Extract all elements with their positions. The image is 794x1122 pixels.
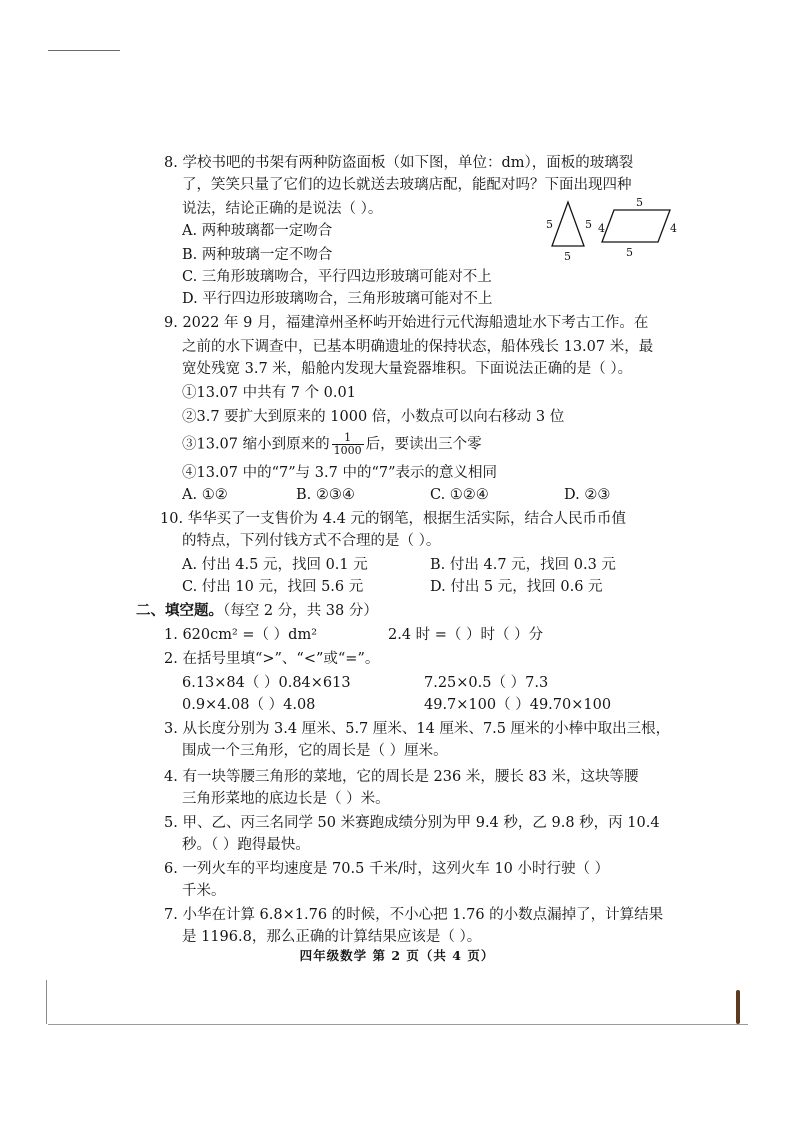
q8-line-3: 说法，结论正确的是说法（ ）。 [182, 201, 383, 217]
triangle-shape [552, 202, 584, 246]
q9-option-c: C. ①②④ [430, 487, 489, 503]
section-2-note: （每空 2 分，共 38 分） [223, 603, 378, 619]
q9-line-2: 之前的水下调查中，已基本明确遗址的保持状态，船体残长 13.07 米，最 [182, 339, 654, 355]
fraction-1-1000 [332, 432, 364, 457]
q8-option-d: D. 平行四边形玻璃吻合，三角形玻璃可能对不上 [182, 291, 493, 307]
q9-statement-3-post: 后，要读出三个零 [365, 436, 482, 453]
fill-4-line-2: 三角形菜地的底边长是（ ）米。 [182, 791, 390, 807]
q8-line-2: 了，笑笑只量了它们的边长就送去玻璃店配，能配对吗？下面出现四种 [182, 177, 632, 193]
parallelogram-left-label: 4 [598, 222, 605, 235]
triangle-right-label: 5 [585, 218, 592, 231]
q8-option-c: C. 三角形玻璃吻合，平行四边形玻璃可能对不上 [182, 269, 492, 285]
fill-6-line-1: 6. 一列火车的平均速度是 70.5 千米/时，这列火车 10 小时行驶（ ） [164, 861, 610, 877]
page-footer: 四年级数学 第 2 页（共 4 页） [299, 948, 495, 963]
q8-figure [540, 196, 690, 266]
q9-statement-3-pre: ③13.07 缩小到原来的 [182, 436, 330, 453]
q9-option-b: B. ②③④ [296, 487, 355, 503]
q10-option-c: C. 付出 10 元，找回 5.6 元 [182, 579, 364, 595]
q8-option-a: A. 两种玻璃都一定吻合 [182, 223, 333, 239]
fill-6-line-2: 千米。 [182, 883, 226, 899]
fill-2-title: 2. 在括号里填“>”、“<”或“=”。 [164, 651, 380, 667]
fill-2-row2a: 0.9×4.08（ ）4.08 [182, 697, 316, 713]
q9-option-a: A. ①② [182, 487, 228, 503]
parallelogram-bottom-label: 5 [626, 246, 633, 259]
fill-7-line-2: 是 1196.8，那么正确的计算结果应该是（ ）。 [182, 929, 482, 945]
q10-line-1: 10. 华华买了一支售价为 4.4 元的钢笔，根据生活实际，结合人民币币值 [160, 511, 626, 527]
q9-statement-2: ②3.7 要扩大到原来的 1000 倍，小数点可以向右移动 3 位 [182, 409, 565, 425]
fill-5-line-1: 5. 甲、乙、丙三名同学 50 米赛跑成绩分别为甲 9.4 秒，乙 9.8 秒，丙 10.4 [164, 815, 660, 831]
fill-4-line-1: 4. 有一块等腰三角形的菜地，它的周长是 236 米，腰长 83 米，这块等腰 [164, 769, 639, 785]
triangle-left-label: 5 [546, 218, 553, 231]
q10-line-2: 的特点，下列付钱方式不合理的是（ ）。 [182, 533, 441, 549]
q9-line-3: 宽处残宽 3.7 米，船舱内发现大量瓷器堆积。下面说法正确的是（ ）。 [182, 361, 633, 377]
parallelogram-right-label: 4 [670, 222, 677, 235]
fill-3-line-1: 3. 从长度分别为 3.4 厘米、5.7 厘米、14 厘米、7.5 厘米的小棒中取出三根， [164, 721, 671, 737]
q10-option-a: A. 付出 4.5 元，找回 0.1 元 [182, 557, 368, 573]
section-2-title: 二、填空题。 [136, 602, 223, 619]
fill-2-row1a: 6.13×84（ ）0.84×613 [182, 675, 351, 691]
fill-5-line-2: 秒。（ ）跑得最快。 [182, 837, 310, 853]
q9-statement-1: ①13.07 中共有 7 个 0.01 [182, 385, 356, 401]
fill-1a: 1. 620cm² =（ ）dm² [164, 627, 318, 643]
q8-line-1: 8. 学校书吧的书架有两种防盗面板（如下图，单位：dm），面板的玻璃裂 [164, 155, 634, 171]
fill-1b: 2.4 时 =（ ）时（ ）分 [388, 627, 544, 643]
q9-statement-4: ④13.07 中的“7”与 3.7 中的“7”表示的意义相同 [182, 465, 497, 481]
parallelogram-top-label: 5 [636, 196, 643, 209]
q10-option-b: B. 付出 4.7 元，找回 0.3 元 [430, 557, 616, 573]
fill-2-row2b: 49.7×100（ ）49.70×100 [424, 697, 612, 713]
q10-option-d: D. 付出 5 元，找回 0.6 元 [430, 579, 603, 595]
fraction-denominator: 1000 [333, 444, 362, 457]
q9-statement-3 [182, 432, 482, 457]
q9-option-d: D. ②③ [564, 487, 611, 503]
fill-3-line-2: 围成一个三角形，它的周长是（ ）厘米。 [182, 743, 448, 759]
triangle-bottom-label: 5 [564, 250, 571, 263]
fraction-numerator: 1 [332, 432, 364, 445]
section-2-heading [136, 602, 378, 620]
q9-line-1: 9. 2022 年 9 月，福建漳州圣杯屿开始进行元代海船遗址水下考古工作。在 [164, 315, 649, 331]
parallelogram-shape [602, 210, 670, 242]
q8-option-b: B. 两种玻璃一定不吻合 [182, 247, 333, 263]
fill-7-line-1: 7. 小华在计算 6.8×1.76 的时候，不小心把 1.76 的小数点漏掉了，计算结果 [164, 907, 664, 923]
fill-2-row1b: 7.25×0.5（ ）7.3 [424, 675, 549, 691]
q8-shapes-svg [540, 196, 690, 266]
